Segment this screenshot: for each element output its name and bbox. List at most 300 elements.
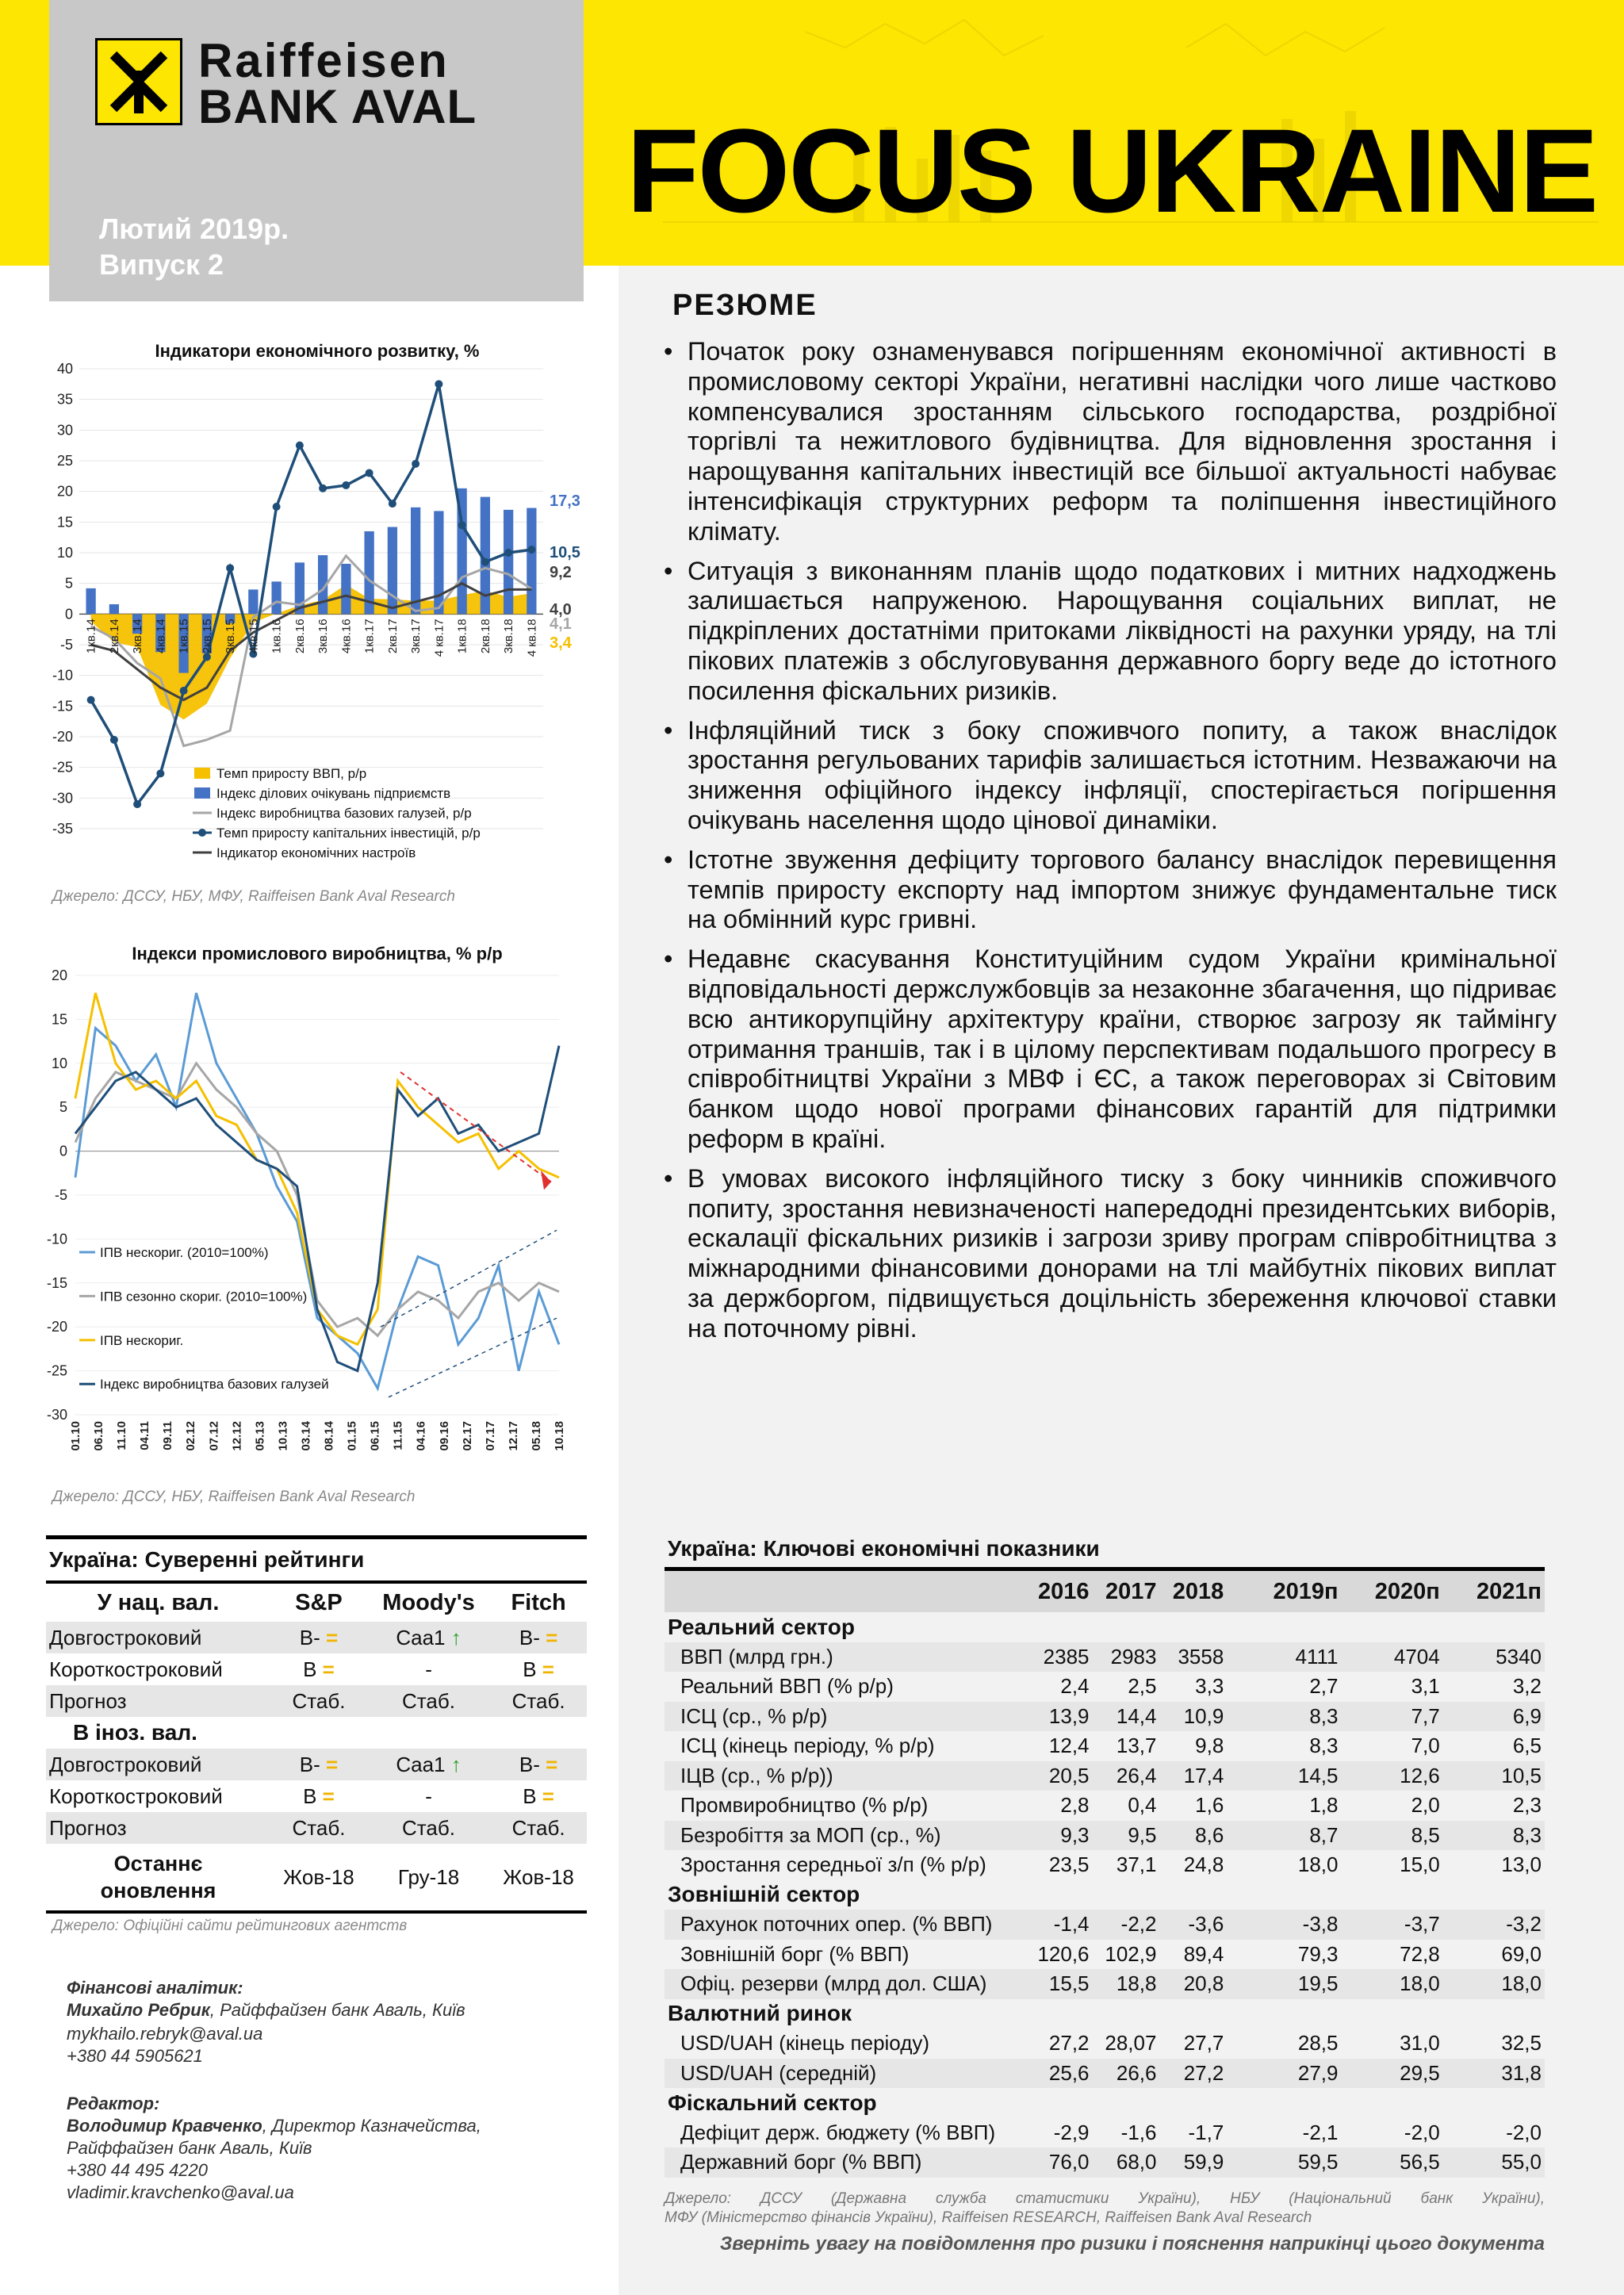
indicator-label: USD/UAH (кінець періоду) [680, 2031, 930, 2056]
rating-fitch: Стаб. [490, 1812, 587, 1844]
chart1-legend-swatch [194, 787, 210, 799]
indicator-value: -3,7 [1341, 1910, 1442, 1940]
summary-bullet: • Інфляційний тиск з боку споживчого попиту, а також внаслідок зростання регульованих тарифів залишається істотним. Незважаючи на зниження офіційного індексу інфляції, спостерігається погіршення очікувань населення щодо цінової динаміки. [662, 716, 1557, 836]
chart1-y-tick: 35 [56, 391, 73, 408]
chart2-x-tick: 07.12 [207, 1421, 221, 1451]
chart1-x-tick: 3кв.17 [409, 619, 423, 654]
bank-name-line1: Raiffeisen [198, 34, 450, 87]
chart1-x-tick: 1кв.16 [270, 619, 284, 654]
chart1-x-tick: 3кв.15 [224, 619, 238, 654]
indicator-label: Зростання середньої з/п (% р/р) [680, 1852, 986, 1877]
indicator-row [665, 1850, 1545, 1880]
analyst-title: Фінансові аналітик: [67, 1978, 243, 1998]
year-header: 2018 [1159, 1569, 1227, 1613]
indicator-value: 4704 [1341, 1642, 1442, 1672]
chart1-point [110, 736, 118, 744]
chart2-x-tick: 07.17 [483, 1421, 497, 1451]
indicator-value: 3558 [1159, 1642, 1227, 1672]
chart1-bar [248, 589, 258, 614]
issue-date: Лютий 2019р. [99, 213, 289, 245]
chart1-x-tick: 1кв.17 [362, 619, 377, 654]
chart2-y-tick: 10 [51, 1055, 67, 1071]
indicator-value: 8,6 [1159, 1821, 1227, 1851]
indicator-value: 2,5 [1128, 1674, 1157, 1699]
indicator-value: 8,3 [1227, 1702, 1341, 1732]
indicator-row [665, 1761, 1545, 1791]
indicator-label: ВВП (млрд грн.) [665, 1642, 1006, 1672]
ratings-header-sp: S&P [295, 1589, 343, 1615]
summary-bullet: • Початок року ознаменувався погіршенням економічної активності в промисловому секторі України, негативні наслідки чого лише частково компенсувалися зростанням сільського господарства, роздрібної торгівлі та нежитлового будівництва. Для відновлення зростання і нарощування капітальних інвестицій все більшої актуальності набуває інтенсифікація структурних реформ та поліпшення інвестиційного клімату. [662, 337, 1557, 547]
rating-label: Прогноз [46, 1812, 270, 1844]
chart1-legend-label: Темп приросту капітальних інвестицій, р/р [216, 826, 481, 841]
chart1-bar [504, 510, 513, 614]
indicator-value: 120,6 [1037, 1941, 1090, 1966]
indicator-value: -1,4 [1006, 1910, 1093, 1940]
chart1-end-label: 3,4 [550, 634, 572, 652]
chart2-legend-label: ІПВ нескориг. [100, 1332, 184, 1348]
chart2-trend-upper [381, 1230, 557, 1327]
chart1-source: Джерело: ДССУ, НБУ, МФУ, Raiffeisen Bank Aval Research [52, 888, 455, 905]
indicator-value: 9,5 [1093, 1821, 1160, 1851]
chart1-y-tick: -25 [52, 759, 73, 776]
chart1-point [435, 380, 442, 388]
indicator-value: 13,9 [1006, 1702, 1093, 1732]
indicator-value: 0,4 [1128, 1793, 1157, 1818]
chart2-x-tick: 09.11 [161, 1421, 175, 1450]
chart1-legend-swatch [194, 768, 210, 779]
indicator-row [665, 1702, 1545, 1732]
chart1-x-tick: 1кв.18 [455, 619, 469, 654]
rating-sp: B- = [270, 1622, 367, 1653]
chart1-point [296, 442, 304, 450]
indicator-value: 8,5 [1341, 1821, 1442, 1851]
chart2-y-tick: -5 [54, 1187, 67, 1203]
chart2-industrial-production [32, 966, 603, 1481]
chart2-line [75, 1046, 559, 1371]
indicator-value: -3,8 [1227, 1910, 1341, 1940]
indicator-label: Зовнішній борг (% ВВП) [680, 1941, 910, 1966]
rating-fitch: Стаб. [490, 1685, 587, 1717]
indicator-value: 13,0 [1501, 1852, 1542, 1877]
chart1-x-tick: 4кв.15 [247, 619, 261, 654]
indicator-value: 7,7 [1341, 1702, 1442, 1732]
rating-moodys: - [425, 1784, 432, 1808]
indicator-label: USD/UAH (середній) [665, 2059, 1006, 2089]
indicator-value: 10,9 [1159, 1702, 1227, 1732]
indicator-value: -3,2 [1443, 1910, 1545, 1940]
rating-fitch: B = [523, 1784, 554, 1808]
chart1-point [458, 521, 466, 529]
chart1-x-tick: 1кв.15 [177, 619, 191, 654]
indicator-value: 79,3 [1297, 1941, 1339, 1966]
chart1-point [504, 549, 512, 557]
rating-update-fitch: Жов-18 [490, 1844, 587, 1912]
rating-fitch: B- = [490, 1622, 587, 1653]
rating-label: Короткостроковий [49, 1784, 223, 1808]
indicator-value: -3,6 [1159, 1910, 1227, 1940]
indicator-label: Промвиробництво (% р/р) [680, 1793, 929, 1818]
indicator-value: 2,3 [1512, 1793, 1542, 1818]
indicators-source-line1: Джерело: ДССУ (Державна служба статистики України), НБУ (Національний банк України), [665, 2190, 1545, 2207]
chart1-x-tick: 2кв.16 [293, 619, 307, 654]
indicator-label: Офіц. резерви (млрд дол. США) [665, 1969, 1006, 1999]
indicator-value: 18,0 [1443, 1969, 1545, 1999]
indicator-section: Реальний сектор [668, 1614, 855, 1639]
indicator-label: Реальний ВВП (% р/р) [680, 1674, 894, 1699]
indicator-value: 76,0 [1006, 2147, 1093, 2178]
indicator-row [665, 2118, 1545, 2148]
chart1-end-label: 9,2 [550, 564, 572, 581]
ratings-foreign-header: В іноз. вал. [73, 1720, 197, 1745]
chart2-x-tick: 09.16 [437, 1421, 451, 1451]
indicator-value: 9,3 [1006, 1821, 1093, 1851]
indicator-value: 3,2 [1512, 1674, 1542, 1699]
chart2-y-tick: 5 [59, 1099, 67, 1116]
chart1-y-tick: -35 [52, 821, 73, 837]
year-header: 2020п [1341, 1569, 1442, 1613]
indicators-title: Україна: Ключові економічні показники [665, 1531, 1545, 1569]
chart1-point [366, 469, 373, 477]
indicator-value: 89,4 [1183, 1941, 1224, 1966]
indicator-label: Рахунок поточних опер. (% ВВП) [665, 1910, 1006, 1940]
indicator-value: 20,5 [1006, 1761, 1093, 1791]
chart1-legend-label: Індикатор економічних настроїв [216, 845, 416, 860]
chart1-x-tick: 2кв.17 [385, 619, 400, 654]
indicator-value: 18,0 [1297, 1852, 1339, 1877]
indicator-row [665, 2029, 1545, 2059]
chart1-bar [341, 564, 350, 614]
indicator-value: 10,5 [1443, 1761, 1545, 1791]
chart2-x-tick: 12.17 [506, 1421, 520, 1451]
analyst-line: Михайло Ребрик, Райффайзен банк Аваль, Київ [67, 2000, 465, 2020]
chart1-end-label: 4,1 [550, 615, 572, 633]
chart1-x-tick: 4 кв.18 [525, 619, 539, 657]
chart1-x-tick: 3кв.18 [502, 619, 516, 654]
rating-moodys: Caa1 ↑ [367, 1622, 490, 1653]
chart1-x-tick: 3кв.16 [316, 619, 331, 654]
year-header: 2019п [1227, 1569, 1341, 1613]
chart1-x-tick: 4 кв.17 [432, 619, 446, 657]
rating-fitch: B- = [490, 1749, 587, 1780]
rating-sp: B = [303, 1784, 335, 1808]
chart1-y-tick: 30 [56, 422, 73, 439]
chart1-point [180, 687, 188, 695]
chart1-point [389, 500, 396, 508]
chart1-point [412, 460, 419, 468]
chart2-y-tick: 20 [51, 967, 67, 983]
chart1-point [156, 769, 164, 777]
indicator-value: 102,9 [1105, 1941, 1157, 1966]
indicators-source-line2: МФУ (Міністерство фінансів України), Raiffeisen RESEARCH, Raiffeisen Bank Aval Research [665, 2209, 1312, 2226]
chart2-x-tick: 10.18 [553, 1421, 566, 1451]
chart2-x-tick: 08.14 [322, 1421, 336, 1451]
sovereign-ratings-table [46, 1535, 587, 1914]
indicator-value: 59,9 [1159, 2147, 1227, 2178]
rating-moodys: Стаб. [367, 1685, 490, 1717]
summary-list [662, 337, 1557, 1354]
indicator-value: 31,8 [1443, 2059, 1545, 2089]
indicator-value: 1,8 [1309, 1793, 1339, 1818]
indicator-value: 27,2 [1048, 2031, 1090, 2056]
chart1-y-tick: 25 [56, 453, 73, 469]
indicator-value: 4111 [1227, 1642, 1341, 1672]
issue-number: Випуск 2 [99, 248, 224, 281]
chart1-point [319, 485, 327, 492]
chart2-x-tick: 06.15 [368, 1421, 382, 1451]
indicator-value: 26,4 [1093, 1761, 1160, 1791]
indicator-value: 55,0 [1443, 2147, 1545, 2178]
indicator-row [665, 1910, 1545, 1940]
indicator-value: 27,2 [1159, 2059, 1227, 2089]
chart1-point [342, 481, 350, 489]
indicator-value: -2,9 [1053, 2120, 1090, 2144]
chart2-x-tick: 11.10 [115, 1421, 129, 1450]
indicator-value: 2,4 [1060, 1674, 1090, 1699]
chart1-x-tick: 2кв.14 [107, 619, 121, 654]
indicator-value: 23,5 [1048, 1852, 1090, 1877]
bank-name-line2: BANK AVAL [198, 80, 477, 133]
indicator-value: 8,7 [1227, 1821, 1341, 1851]
rating-update-moodys: Гру-18 [367, 1844, 490, 1912]
chart1-legend-marker [198, 829, 206, 837]
chart2-y-tick: 0 [59, 1143, 67, 1159]
chart1-y-tick: -15 [52, 698, 73, 715]
indicator-value: 68,0 [1093, 2147, 1160, 2178]
chart2-x-tick: 01.10 [69, 1421, 82, 1451]
summary-heading: РЕЗЮМЕ [672, 289, 818, 322]
indicator-label: ІЦВ (ср., % р/р)) [665, 1761, 1006, 1791]
indicator-value: 27,7 [1183, 2031, 1224, 2056]
analyst-phone: +380 44 5905621 [67, 2046, 203, 2066]
indicator-value: 14,5 [1227, 1761, 1341, 1791]
raiffeisen-logo-icon [95, 38, 182, 125]
indicator-value: 2,0 [1411, 1793, 1440, 1818]
indicator-value: 6,5 [1512, 1734, 1542, 1758]
indicator-value: 3,3 [1195, 1674, 1224, 1699]
rating-moodys: - [425, 1657, 432, 1681]
chart1-end-label: 4,0 [550, 601, 572, 619]
indicator-value: 37,1 [1116, 1852, 1157, 1877]
chart2-x-tick: 04.11 [138, 1421, 152, 1450]
indicator-value: 6,9 [1443, 1702, 1545, 1732]
indicator-value: 28,5 [1297, 2031, 1339, 2056]
chart2-x-tick: 02.12 [184, 1421, 198, 1451]
chart1-point [481, 558, 489, 566]
indicator-value: 29,5 [1341, 2059, 1442, 2089]
indicator-value: 59,5 [1227, 2147, 1341, 2178]
indicator-value: -1,6 [1120, 2120, 1157, 2144]
editor-org: Райффайзен банк Аваль, Київ [67, 2138, 312, 2158]
indicator-row [665, 1672, 1545, 1702]
rating-label: Прогноз [46, 1685, 270, 1717]
indicator-value: 69,0 [1501, 1941, 1542, 1966]
chart2-source: Джерело: ДССУ, НБУ, Raiffeisen Bank Aval Research [52, 1488, 416, 1505]
year-header: 2021п [1443, 1569, 1545, 1613]
indicator-value: 20,8 [1159, 1969, 1227, 1999]
indicator-value: 24,8 [1183, 1852, 1224, 1877]
rating-label: Довгостроковий [46, 1622, 270, 1653]
rating-label: Короткостроковий [49, 1657, 223, 1681]
chart1-legend-label: Темп приросту ВВП, р/р [216, 766, 367, 781]
indicator-row [665, 1642, 1545, 1672]
chart1-legend-label: Індекс виробництва базових галузей, р/р [216, 806, 472, 821]
page-title: FOCUS UKRAINE [626, 104, 1598, 237]
chart2-legend-label: ІПВ сезонно скориг. (2010=100%) [100, 1289, 308, 1305]
summary-bullet: • Істотне звуження дефіциту торгового балансу внаслідок перевищення темпів приросту експорту над імпортом знижує фундаментальне тиск на обмінний курс гривні. [662, 845, 1557, 935]
editor-phone: +380 44 495 4220 [67, 2160, 209, 2180]
rating-sp: Стаб. [270, 1812, 367, 1844]
indicator-label: ІСЦ (кінець періоду, % р/р) [680, 1734, 935, 1758]
chart1-y-tick: 20 [56, 483, 73, 500]
chart1-point [87, 696, 95, 704]
editor-line: Володимир Кравченко, Директор Казначейства, [67, 2116, 481, 2136]
rating-sp: B = [303, 1657, 335, 1681]
indicator-value: 2385 [1006, 1642, 1093, 1672]
chart1-y-tick: 0 [64, 606, 73, 623]
year-header: 2016 [1006, 1569, 1093, 1613]
editor-email[interactable]: vladimir.kravchenko@aval.ua [67, 2182, 294, 2202]
chart2-x-tick: 10.13 [276, 1421, 290, 1451]
chart2-title: Індекси промислового виробництва, % р/р [132, 944, 503, 964]
chart1-point [226, 564, 234, 572]
chart1-y-tick: -10 [52, 667, 73, 684]
chart1-point [527, 546, 535, 554]
indicator-value: 18,8 [1093, 1969, 1160, 1999]
chart2-line [75, 993, 559, 1389]
indicator-value: 56,5 [1341, 2147, 1442, 2178]
chart2-x-tick: 11.15 [391, 1421, 405, 1450]
chart1-y-tick: 5 [64, 575, 73, 592]
year-header-blank [665, 1569, 1006, 1613]
rating-moodys: Caa1 ↑ [367, 1749, 490, 1780]
chart2-y-tick: -30 [46, 1407, 67, 1423]
chart2-x-tick: 06.10 [92, 1421, 106, 1451]
indicator-value: -1,7 [1188, 2120, 1224, 2144]
chart1-x-tick: 2кв.15 [200, 619, 214, 654]
rating-label: Довгостроковий [46, 1749, 270, 1780]
indicator-value: 3,1 [1411, 1674, 1440, 1699]
chart1-bar [109, 604, 119, 614]
chart2-trend-lower [389, 1318, 557, 1397]
indicator-value: 72,8 [1400, 1941, 1440, 1966]
chart1-x-tick: 2кв.18 [478, 619, 492, 654]
indicator-value: 17,4 [1159, 1761, 1227, 1791]
chart1-legend-label: Індекс ділових очікувань підприємств [216, 786, 451, 801]
chart2-legend-label: Індекс виробництва базових галузей [100, 1377, 329, 1393]
chart2-x-tick: 01.15 [345, 1421, 359, 1451]
indicator-value: -2,2 [1093, 1910, 1160, 1940]
chart1-x-tick: 4кв.16 [339, 619, 354, 654]
indicator-value: 12,6 [1341, 1761, 1442, 1791]
indicator-row [665, 1969, 1545, 1999]
chart2-y-tick: -15 [46, 1274, 67, 1291]
chart1-y-tick: 40 [56, 361, 73, 377]
indicator-value: 7,0 [1411, 1734, 1440, 1758]
chart1-x-tick: 4кв.14 [154, 619, 168, 654]
indicator-value: 28,07 [1105, 2031, 1157, 2056]
indicator-value: -2,0 [1506, 2120, 1542, 2144]
rating-fitch: B = [523, 1657, 554, 1681]
chart1-point [273, 503, 281, 511]
chart1-y-tick: -5 [59, 637, 73, 653]
indicator-value: 15,5 [1006, 1969, 1093, 1999]
chart2-x-tick: 02.17 [460, 1421, 474, 1451]
ratings-title: Україна: Суверенні рейтинги [46, 1538, 587, 1583]
indicator-value: 32,5 [1501, 2031, 1542, 2056]
chart1-bar [527, 508, 536, 615]
indicator-value: -2,0 [1404, 2120, 1440, 2144]
indicator-row [665, 2059, 1545, 2089]
chart2-y-tick: -10 [46, 1231, 67, 1247]
chart2-y-tick: 15 [51, 1011, 67, 1028]
editor-title: Редактор: [67, 2094, 160, 2113]
summary-bullet: • В умовах високого інфляційного тиску з боку чинників споживчого попиту, зростання невизначеності напередодні президентських виборів, ескалації фіскальних ризиків і загрози зриву програм співробітництва з міжнародними фінансовими донорами на тлі майбутніх пікових виплат за держборгом, підвищується доцільність збереження ключової ставки на поточному рівні. [662, 1164, 1557, 1344]
ratings-source: Джерело: Офіційні сайти рейтингових агентств [52, 1918, 408, 1934]
indicator-value: 31,0 [1400, 2031, 1440, 2056]
chart2-y-tick: -20 [46, 1319, 67, 1335]
analyst-email[interactable]: mykhailo.rebryk@aval.ua [67, 2024, 263, 2044]
rating-sp: Стаб. [270, 1685, 367, 1717]
chart1-y-tick: -20 [52, 729, 73, 745]
chart1-bar [388, 527, 397, 615]
ratings-header-moodys: Moody's [382, 1589, 475, 1615]
chart2-y-tick: -25 [46, 1362, 67, 1379]
indicator-value: 2983 [1093, 1642, 1160, 1672]
indicator-value: 27,9 [1227, 2059, 1341, 2089]
indicator-row [665, 1731, 1545, 1761]
chart1-bar [434, 511, 443, 614]
rating-moodys: Стаб. [367, 1812, 490, 1844]
indicator-section: Зовнішній сектор [668, 1882, 860, 1907]
chart1-economic-indicators [32, 361, 603, 868]
indicator-label: Безробіття за МОП (ср., %) [665, 1821, 1006, 1851]
summary-bullet: • Недавнє скасування Конституційним судом України кримінальної відповідальності держслужбовців за незаконне збагачення, що підриває всю антикорупційну архітектуру країни, створює загрозу як таймінгу отримання траншів, так і в цілому перспективам подальшого прогресу в співробітництві України з МВФ і ЄС, а також переговорах зі Світовим банком щодо нової програми фінансових гарантій для підтримки реформ в країні. [662, 944, 1557, 1155]
summary-bullet: • Ситуація з виконанням планів щодо податкових і митних надходжень залишається напруженою. Нарощування соціальних виплат, не підкріплених достатніми притоками ліквідності на рахунки уряду, на тлі пікових платежів з обслуговування державного боргу веде до істотного посилення фіскальних ризиків. [662, 557, 1557, 707]
chart1-bar [411, 508, 420, 615]
chart2-x-tick: 05.13 [253, 1421, 267, 1451]
chart2-x-tick: 05.18 [529, 1421, 543, 1451]
indicator-value: 26,6 [1093, 2059, 1160, 2089]
chart1-y-tick: 15 [56, 514, 73, 531]
indicator-section: Валютний ринок [668, 2001, 852, 2026]
rating-sp: B- = [270, 1749, 367, 1780]
indicator-label: Державний борг (% ВВП) [665, 2147, 1006, 2178]
chart1-end-label: 17,3 [550, 492, 580, 510]
indicator-value: -2,1 [1302, 2120, 1339, 2144]
year-header: 2017 [1093, 1569, 1160, 1613]
chart1-point [133, 800, 141, 808]
chart1-x-tick: 1кв.14 [84, 619, 98, 654]
chart1-y-tick: -30 [52, 790, 73, 807]
indicator-value: 12,4 [1048, 1734, 1090, 1758]
indicator-value: 14,4 [1093, 1702, 1160, 1732]
indicator-label: ІСЦ (ср., % р/р) [665, 1702, 1006, 1732]
chart1-bar [271, 581, 281, 614]
indicator-value: 9,8 [1195, 1734, 1224, 1758]
key-indicators-table [665, 1531, 1545, 2178]
rating-update-sp: Жов-18 [270, 1844, 367, 1912]
indicator-value: 19,5 [1227, 1969, 1341, 1999]
indicator-value: 15,0 [1400, 1852, 1440, 1877]
indicator-row [665, 1791, 1545, 1821]
chart1-bar [86, 588, 95, 614]
risk-disclaimer: Зверніть увагу на повідомлення про ризики і пояснення наприкінці цього документа [719, 2233, 1545, 2255]
indicator-value: 18,0 [1341, 1969, 1442, 1999]
indicator-value: 13,7 [1116, 1734, 1157, 1758]
indicator-label: Дефіцит держ. бюджету (% ВВП) [680, 2120, 996, 2144]
indicator-row [665, 1821, 1545, 1851]
indicator-value: 8,3 [1443, 1821, 1545, 1851]
